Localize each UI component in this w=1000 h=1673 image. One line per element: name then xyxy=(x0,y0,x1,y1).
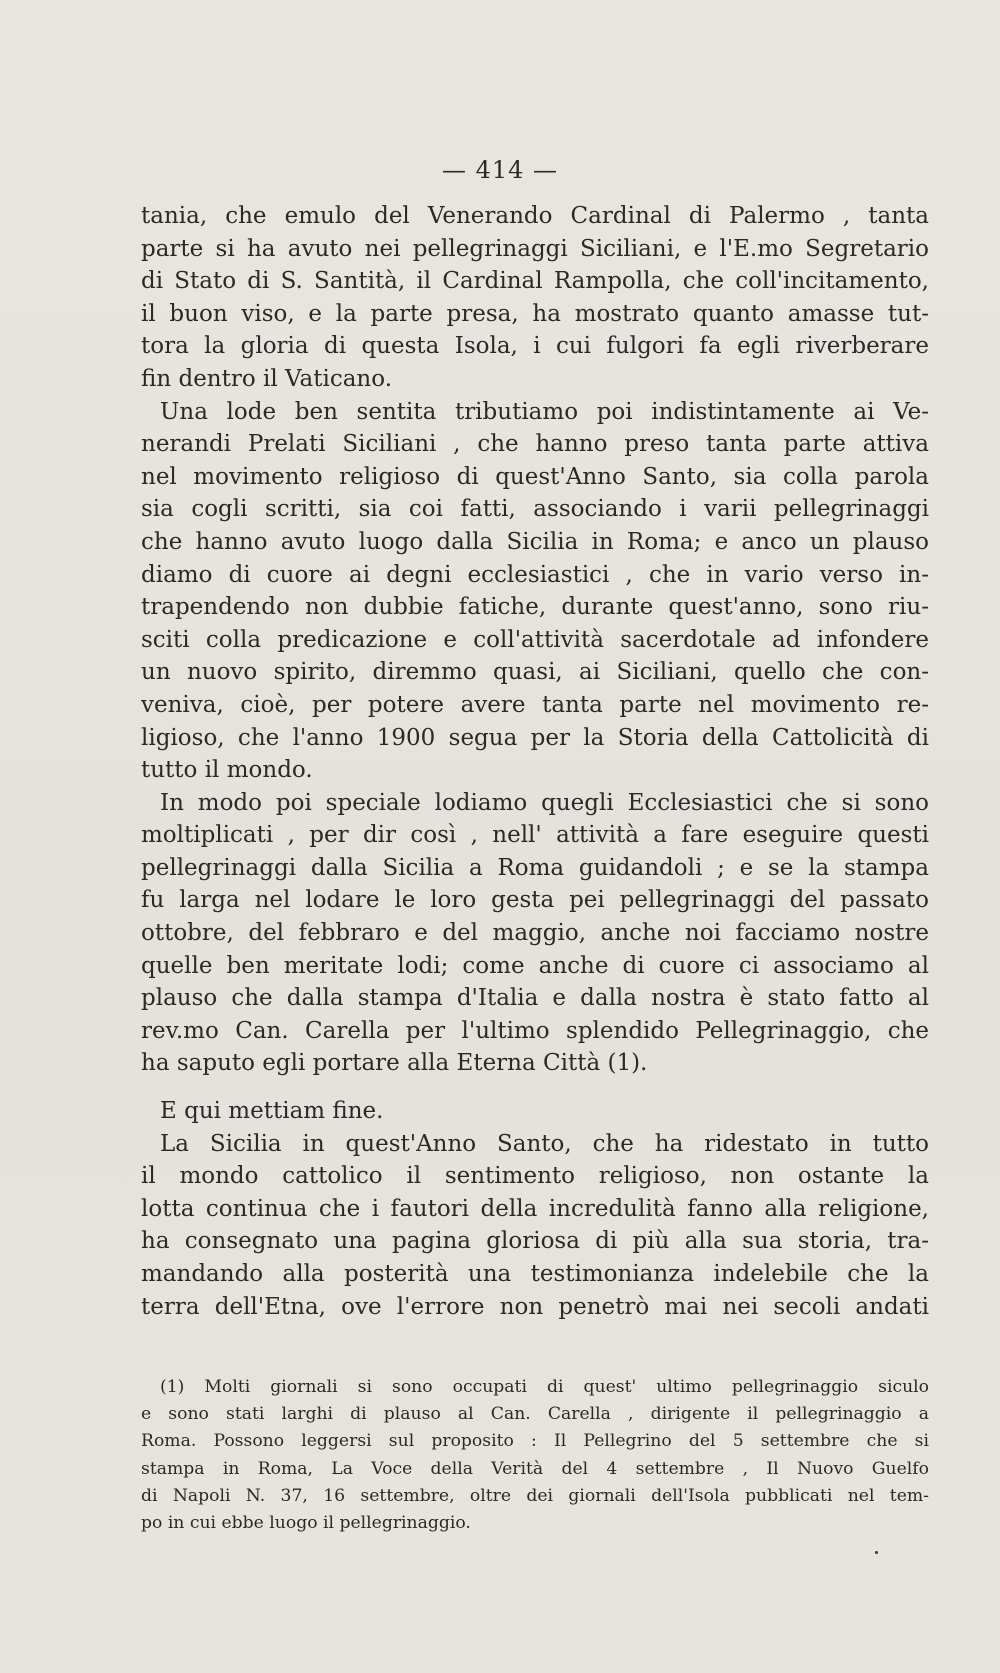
footnote xyxy=(141,1374,929,1537)
text-line: ha saputo egli portare alla Eterna Città (1). xyxy=(141,1050,648,1077)
text-line: ha consegnato una pagina gloriosa di più alla sua storia, tra- xyxy=(141,1228,929,1255)
text-line: pellegrinaggi dalla Sicilia a Roma guidandoli ; e se la stampa xyxy=(141,854,929,881)
text-line: La Sicilia in quest'Anno Santo, che ha ridestato in tutto xyxy=(160,1130,929,1157)
footnote-line: Roma. Possono leggersi sul proposito : Il Pellegrino del 5 settembre che si xyxy=(141,1431,929,1452)
text-line: tutto il mondo. xyxy=(141,757,313,784)
text-line: Una lode ben sentita tributiamo poi indistintamente ai Ve- xyxy=(160,398,929,425)
text-line: In modo poi speciale lodiamo quegli Ecclesiastici che si sono xyxy=(160,789,929,816)
text-line: parte si ha avuto nei pellegrinaggi Siciliani, e l'E.mo Segretario xyxy=(141,235,929,262)
text-line: il mondo cattolico il sentimento religioso, non ostante la xyxy=(141,1163,929,1190)
text-line: veniva, cioè, per potere avere tanta parte nel movimento re- xyxy=(141,691,929,718)
text-line: sia cogli scritti, sia coi fatti, associando i varii pellegrinaggi xyxy=(141,496,929,523)
text-line: che hanno avuto luogo dalla Sicilia in Roma; e anco un plauso xyxy=(141,528,929,555)
text-line: tania, che emulo del Venerando Cardinal di Palermo , tanta xyxy=(141,203,929,229)
footnote-line: stampa in Roma, La Voce della Verità del 4 settembre , Il Nuovo Guelfo xyxy=(141,1458,929,1479)
footnote-line: po in cui ebbe luogo il pellegrinaggio. xyxy=(141,1512,471,1533)
footnote-line: e sono stati larghi di plauso al Can. Carella , dirigente il pellegrinaggio a xyxy=(141,1404,929,1425)
text-line: lotta continua che i fautori della incredulità fanno alla religione, xyxy=(141,1195,929,1222)
text-line: un nuovo spirito, diremmo quasi, ai Siciliani, quello che con- xyxy=(141,659,929,686)
text-line: plauso che dalla stampa d'Italia e dalla nostra è stato fatto al xyxy=(141,985,929,1012)
text-line: ottobre, del febbraro e del maggio, anche noi facciamo nostre xyxy=(141,920,929,947)
text-line: rev.mo Can. Carella per l'ultimo splendido Pellegrinaggio, che xyxy=(141,1017,929,1044)
text-line: fu larga nel lodare le loro gesta pei pellegrinaggi del passato xyxy=(141,887,929,914)
ink-speck xyxy=(875,1551,878,1554)
footnote-line: (1) Molti giornali si sono occupati di quest' ultimo pellegrinaggio siculo xyxy=(160,1377,929,1397)
text-line: sciti colla predicazione e coll'attività sacerdotale ad infondere xyxy=(141,626,929,653)
footnote-line: di Napoli N. 37, 16 settembre, oltre dei giornali dell'Isola pubblicati nel tem- xyxy=(141,1485,929,1506)
text-line: di Stato di S. Santità, il Cardinal Rampolla, che coll'incitamento, xyxy=(141,268,929,295)
text-line: mandando alla posterità una testimonianza indelebile che la xyxy=(141,1261,929,1287)
text-line: il buon viso, e la parte presa, ha mostrato quanto amasse tut- xyxy=(141,300,929,327)
text-line: ligioso, che l'anno 1900 segua per la Storia della Cattolicità di xyxy=(141,724,929,751)
text-line: quelle ben meritate lodi; come anche di cuore ci associamo al xyxy=(141,952,929,979)
page-number: — 414 — xyxy=(441,156,559,184)
paragraph-gap xyxy=(141,1080,929,1095)
text-line: tora la gloria di questa Isola, i cui fulgori fa egli riverberare xyxy=(141,333,929,360)
text-line: moltiplicati , per dir così , nell' attività a fare eseguire questi xyxy=(141,822,929,849)
text-line: trapendendo non dubbie fatiche, durante quest'anno, sono riu- xyxy=(141,594,929,621)
text-line: nerandi Prelati Siciliani , che hanno preso tanta parte attiva xyxy=(141,431,929,458)
text-line: E qui mettiam fine. xyxy=(160,1098,384,1125)
text-line: fin dentro il Vaticano. xyxy=(141,365,393,392)
body-text xyxy=(141,200,929,1323)
text-line: nel movimento religioso di quest'Anno Santo, sia colla parola xyxy=(141,463,929,490)
text-line: terra dell'Etna, ove l'errore non penetrò mai nei secoli andati xyxy=(141,1293,929,1320)
text-line: diamo di cuore ai degni ecclesiastici , che in vario verso in- xyxy=(141,561,929,588)
